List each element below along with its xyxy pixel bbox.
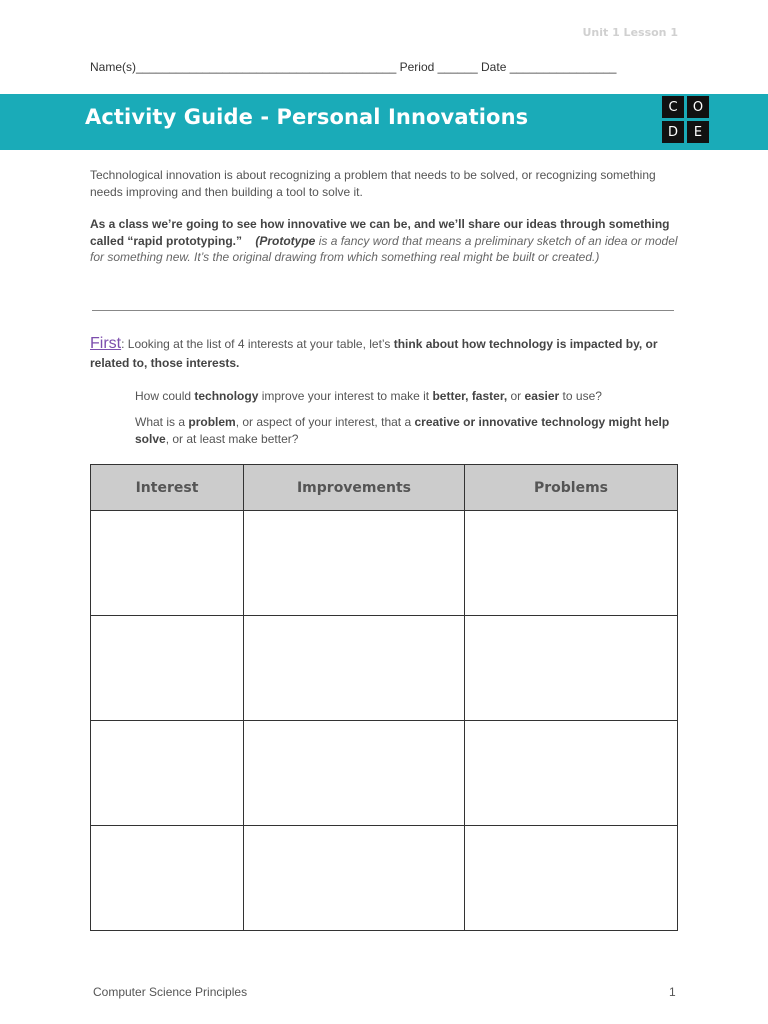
question-1 — [135, 388, 680, 405]
logo-letter: C — [662, 96, 684, 118]
interest-cell[interactable] — [91, 826, 244, 931]
table-header-row — [91, 465, 678, 511]
q1-text: How could — [135, 389, 195, 403]
prototype-definition: is a fancy word that means a preliminary sketch of an idea or model for something new. It’s the original drawing from which something real might be built or created.) — [90, 233, 678, 264]
q1-bold: easier — [524, 389, 560, 403]
logo-letter: O — [687, 96, 709, 118]
problems-cell[interactable] — [465, 616, 678, 721]
intro-paragraph: Technological innovation is about recognizing a problem that needs to be solved, or recognizing something needs improving and then building a tool to solve it. — [90, 168, 656, 199]
interest-cell[interactable] — [91, 511, 244, 616]
q1-text: or — [507, 389, 525, 403]
first-link[interactable]: First — [90, 335, 122, 352]
prototype-paragraph — [90, 216, 680, 266]
first-bold-text: think about how technology is impacted by, or related to, those interests. — [90, 337, 658, 370]
title-banner — [0, 94, 768, 150]
header-improvements: Improvements — [244, 465, 465, 511]
table-row — [91, 721, 678, 826]
q1-bold: better, faster, — [432, 389, 508, 403]
unit-lesson-label: Unit 1 Lesson 1 — [582, 26, 678, 39]
q1-bold: technology — [194, 389, 259, 403]
code-logo — [662, 96, 710, 146]
logo-letter: D — [662, 121, 684, 143]
improvements-cell[interactable] — [244, 721, 465, 826]
logo-letter: E — [687, 121, 709, 143]
q2-text: , or at least make better? — [165, 431, 299, 446]
improvements-cell[interactable] — [244, 616, 465, 721]
table-row — [91, 616, 678, 721]
first-text: : Looking at the list of 4 interests at your table, let’s — [121, 337, 394, 351]
q2-text: What is a — [135, 415, 189, 429]
q1-text: improve your interest to make it — [258, 389, 433, 403]
problems-cell[interactable] — [465, 721, 678, 826]
table-row — [91, 826, 678, 931]
q2-bold: problem — [188, 415, 236, 429]
improvements-cell[interactable] — [244, 511, 465, 616]
header-interest: Interest — [91, 465, 244, 511]
table-row — [91, 511, 678, 616]
prototype-bold-text: As a class we’re going to see how innovative we can be, and we’ll share our ideas through something called “rapid prototyping.” — [90, 217, 670, 248]
header-problems: Problems — [465, 465, 678, 511]
interest-cell[interactable] — [91, 721, 244, 826]
problems-cell[interactable] — [465, 511, 678, 616]
prototype-term: (Prototype — [255, 233, 316, 248]
question-2 — [135, 414, 680, 447]
problems-cell[interactable] — [465, 826, 678, 931]
q1-text: to use? — [559, 389, 602, 403]
page-number: 1 — [669, 985, 676, 999]
page-title: Activity Guide - Personal Innovations — [85, 105, 529, 129]
divider — [92, 310, 674, 311]
q2-text: , or aspect of your interest, that a — [235, 415, 415, 429]
q2-bold: creative or innovative technology might help solve — [135, 415, 670, 446]
interests-table — [90, 464, 678, 931]
first-instruction — [90, 334, 680, 373]
improvements-cell[interactable] — [244, 826, 465, 931]
interest-cell[interactable] — [91, 616, 244, 721]
name-period-date-line: Name(s)_______________________________________ Period ______ Date ________________ — [90, 60, 617, 74]
footer-course: Computer Science Principles — [93, 985, 248, 999]
